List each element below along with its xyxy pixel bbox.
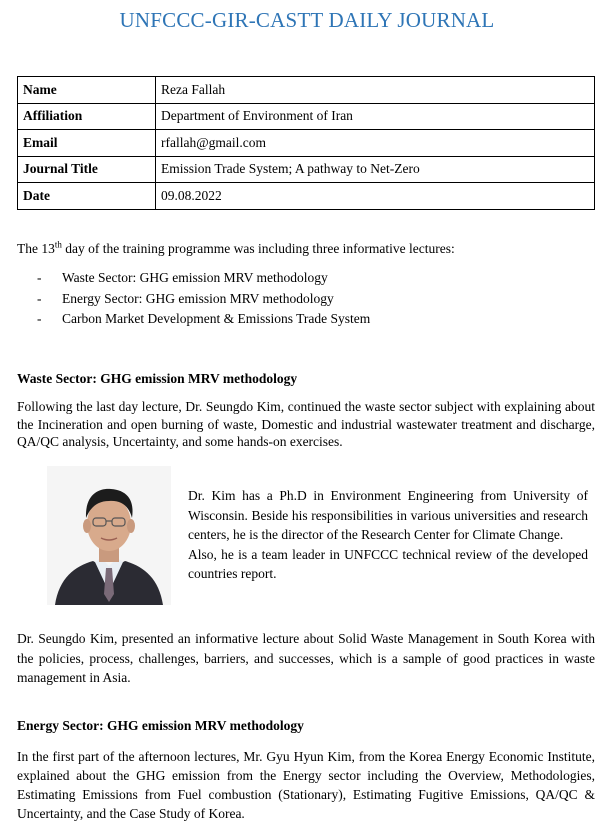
lecture-list — [37, 268, 370, 330]
email-value: rfallah@gmail.com — [156, 130, 595, 157]
info-table — [17, 76, 595, 210]
affiliation-value: Department of Environment of Iran — [156, 103, 595, 130]
intro-superscript: th — [54, 239, 62, 250]
portrait-image — [47, 466, 171, 605]
speaker-bio — [188, 486, 588, 584]
intro-text-pre: The 13 — [17, 241, 55, 256]
table-row — [18, 103, 595, 130]
table-row — [18, 183, 595, 210]
bio-paragraph-2: Also, he is a team leader in UNFCCC technical review of the developed countries report. — [188, 546, 588, 582]
name-label: Name — [18, 77, 156, 104]
journal-title-label: Journal Title — [18, 156, 156, 183]
date-label: Date — [18, 183, 156, 210]
energy-paragraph-1: In the first part of the afternoon lectures, Mr. Gyu Hyun Kim, from the Korea Energy Economic Institute, explained about the GHG emission from the Energy sector including the Overview, Methodologies, Estimating Emissions from Fuel combustion (Stationary), Estimating Fugitive Emissions, QA/QC & Uncertainty, and the Case Study of Korea. — [17, 749, 595, 821]
page-title: UNFCCC-GIR-CASTT DAILY JOURNAL — [119, 8, 495, 32]
table-row — [18, 77, 595, 104]
affiliation-label: Affiliation — [18, 103, 156, 130]
bio-paragraph-1: Dr. Kim has a Ph.D in Environment Engineering from University of Wisconsin. Beside his responsibilities in various universities and research centers, he is the director of the Research Center for Climate Change. — [188, 488, 588, 543]
intro-paragraph — [17, 240, 595, 258]
table-row — [18, 156, 595, 183]
table-row — [18, 130, 595, 157]
intro-text-post: day of the training programme was including three informative lectures: — [61, 241, 455, 256]
name-value: Reza Fallah — [156, 77, 595, 104]
list-item: - Waste Sector: GHG emission MRV methodology — [37, 268, 370, 289]
speaker-photo — [47, 466, 171, 605]
waste-heading: Waste Sector: GHG emission MRV methodology — [17, 371, 298, 386]
journal-title-value: Emission Trade System; A pathway to Net-Zero — [156, 156, 595, 183]
energy-heading: Energy Sector: GHG emission MRV methodology — [17, 718, 304, 733]
date-value: 09.08.2022 — [156, 183, 595, 210]
waste-paragraph-2: Dr. Seungdo Kim, presented an informative lecture about Solid Waste Management in South Korea with the policies, process, challenges, barriers, and successes, which is a sample of good practices in waste management in Asia. — [17, 631, 595, 685]
list-item: - Carbon Market Development & Emissions Trade System — [37, 309, 370, 330]
waste-paragraph-1: Following the last day lecture, Dr. Seungdo Kim, continued the waste sector subject with explaining about the Incineration and open burning of waste, Domestic and industrial wastewater treatment and discharge, QA/QC analysis, Uncertainty, and some hands-on exercises. — [17, 399, 595, 449]
list-item: - Energy Sector: GHG emission MRV methodology — [37, 289, 370, 310]
email-label: Email — [18, 130, 156, 157]
